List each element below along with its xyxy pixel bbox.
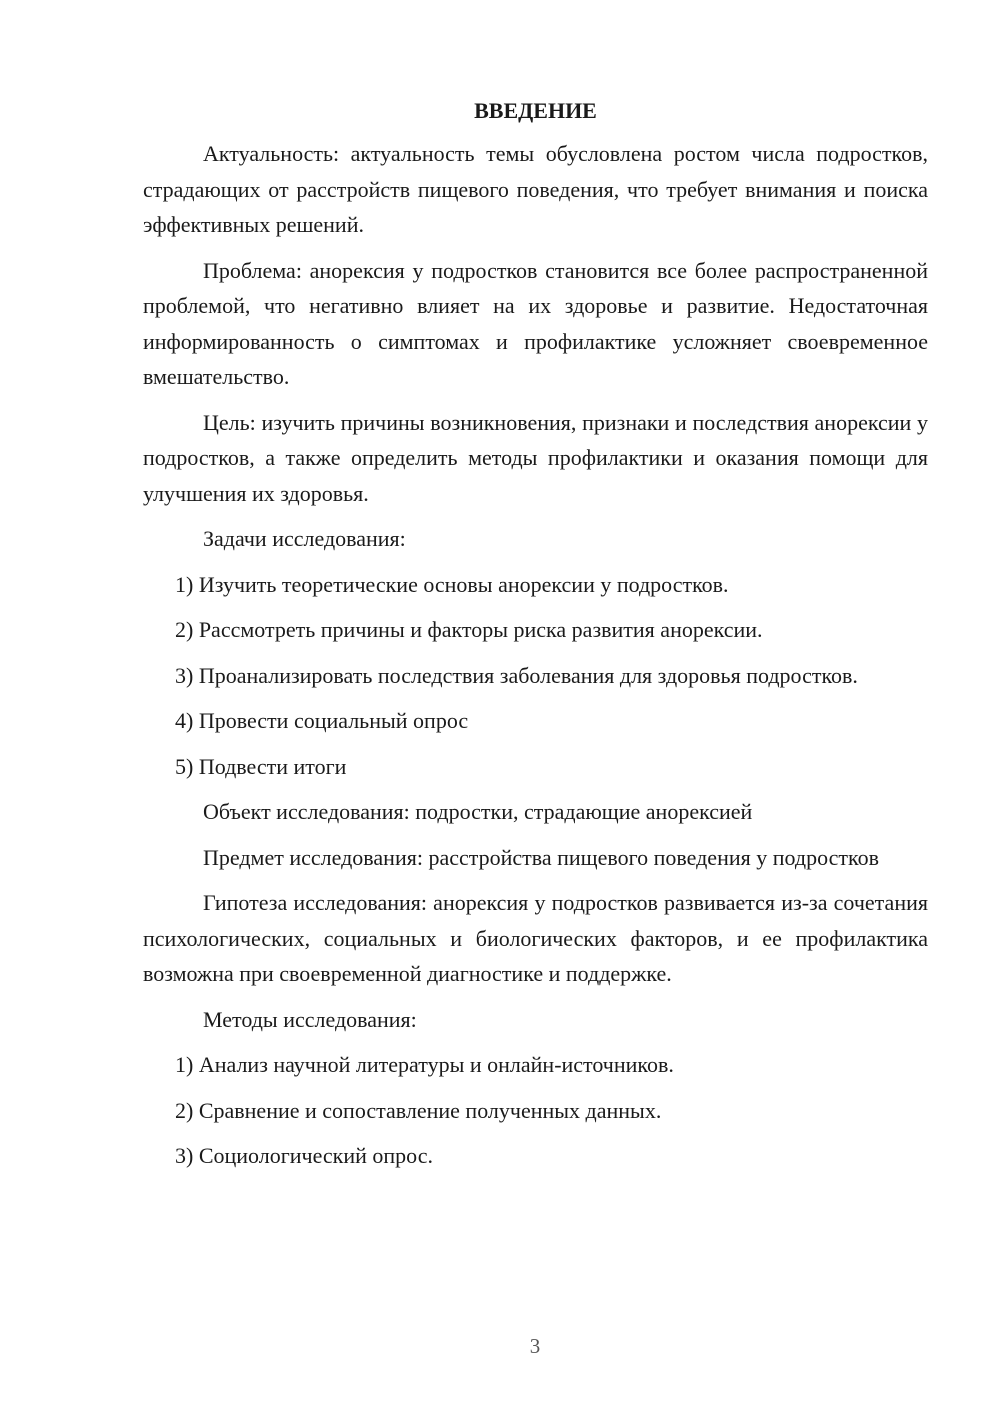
task-item-3: 3) Проанализировать последствия заболевания для здоровья подростков.	[175, 662, 858, 688]
object-paragraph: Объект исследования: подростки, страдающие анорексией	[203, 799, 753, 824]
goal-paragraph: Цель: изучить причины возникновения, признаки и последствия анорексии у подростков, а также определить методы профилактики и оказания помощи для улучшения их здоровья.	[143, 409, 928, 506]
problem-paragraph: Проблема: анорексия у подростков становится все более распространенной проблемой, что негативно влияет на их здоровье и развитие. Недостаточная информированность о симптомах и профилактике усложняет своевременное вмешательство.	[143, 257, 928, 389]
relevance-paragraph: Актуальность: актуальность темы обусловлена ростом числа подростков, страдающих от расстройств пищевого поведения, что требует внимания и поиска эффективных решений.	[143, 141, 928, 237]
page-title: ВВЕДЕНИЕ	[474, 98, 597, 123]
page-content	[143, 96, 928, 1184]
hypothesis-paragraph: Гипотеза исследования: анорексия у подростков развивается из-за сочетания психологических, социальных и биологических факторов, и ее профилактика возможна при своевременной диагностике и поддержке.	[143, 890, 928, 986]
method-item-3: 3) Социологический опрос.	[175, 1143, 433, 1168]
tasks-heading: Задачи исследования:	[203, 526, 406, 551]
page-number: 3	[529, 1334, 541, 1358]
task-item-1: 1) Изучить теоретические основы анорексии у подростков.	[175, 571, 729, 597]
task-item-2: 2) Рассмотреть причины и факторы риска развития анорексии.	[175, 617, 763, 642]
task-item-5: 5) Подвести итоги	[175, 753, 347, 779]
task-item-4: 4) Провести социальный опрос	[175, 708, 469, 733]
method-item-1: 1) Анализ научной литературы и онлайн-источников.	[175, 1052, 674, 1077]
method-item-2: 2) Сравнение и сопоставление полученных данных.	[175, 1097, 662, 1123]
methods-heading: Методы исследования:	[203, 1006, 417, 1032]
subject-paragraph: Предмет исследования: расстройства пищевого поведения у подростков	[203, 844, 879, 870]
